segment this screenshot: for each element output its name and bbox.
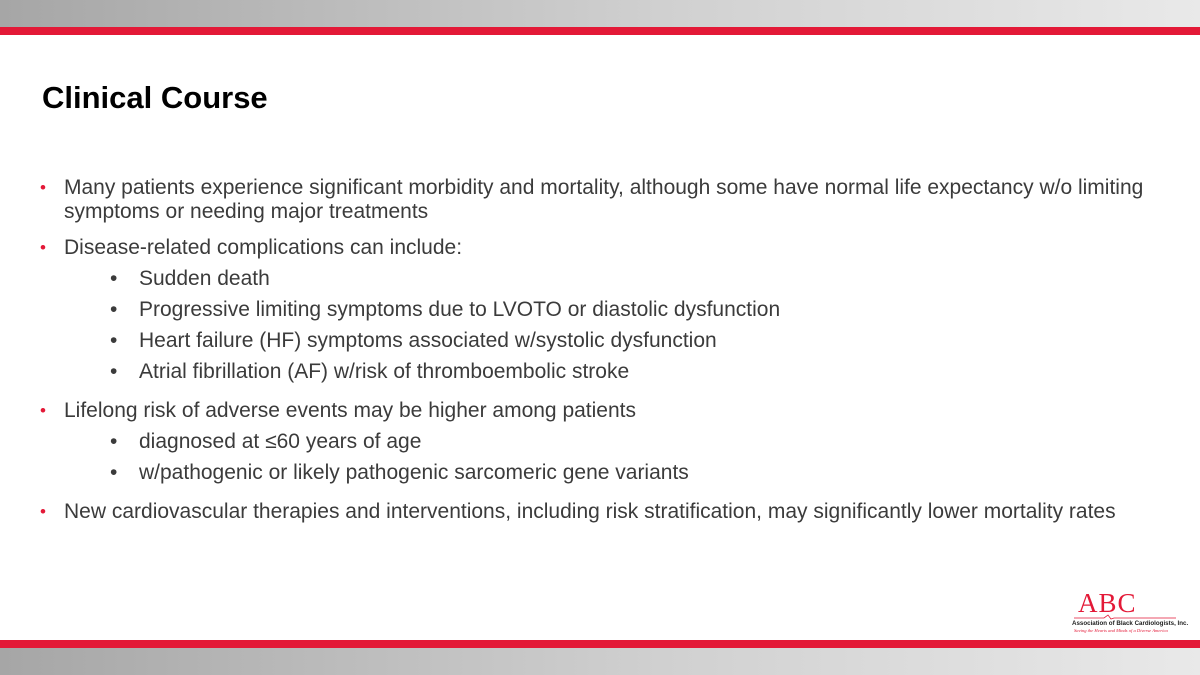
- bullet-dot: •: [40, 502, 46, 521]
- abc-logo: [1070, 588, 1189, 636]
- bullet-text: New cardiovascular therapies and interventions, including risk stratification, may significantly lower mortality rates: [64, 500, 1116, 523]
- bullet-item: [38, 500, 1163, 524]
- sub-bullet-item: • Heart failure (HF) symptoms associated w/systolic dysfunction: [110, 329, 717, 352]
- sub-bullet-text: Sudden death: [139, 267, 270, 290]
- bullet-text: Lifelong risk of adverse events may be higher among patients: [64, 399, 636, 422]
- bullet-item: [38, 399, 1163, 488]
- sub-bullet-text: w/pathogenic or likely pathogenic sarcomeric gene variants: [139, 461, 689, 484]
- sub-bullet-text: Atrial fibrillation (AF) w/risk of thromboembolic stroke: [139, 360, 630, 383]
- logo-mark: ABC: [1078, 588, 1137, 618]
- sub-bullet-list: [64, 267, 1163, 384]
- logo-organization-name: Association of Black Cardiologists, Inc.: [1072, 620, 1189, 627]
- sub-bullet-text: Heart failure (HF) symptoms associated w/systolic dysfunction: [139, 329, 717, 352]
- bullet-item: [38, 176, 1163, 224]
- bullet-item: [38, 236, 1163, 387]
- sub-bullet-item: • Atrial fibrillation (AF) w/risk of thromboembolic stroke: [110, 360, 630, 383]
- top-gray-band: [0, 0, 1200, 27]
- sub-bullet-text: Progressive limiting symptoms due to LVOTO or diastolic dysfunction: [139, 298, 781, 321]
- bottom-gray-band: [0, 648, 1200, 675]
- sub-bullet-item: • Progressive limiting symptoms due to LVOTO or diastolic dysfunction: [110, 298, 781, 321]
- bullet-text: Many patients experience significant morbidity and mortality, although some have normal life expectancy w/o limiting symptoms or needing major treatments: [64, 176, 1144, 223]
- bullet-dot: •: [40, 178, 46, 197]
- sub-bullet-item: • Sudden death: [110, 267, 270, 290]
- logo-tagline: Saving the Hearts and Minds of a Diverse America: [1074, 628, 1168, 633]
- sub-bullet-list: [64, 430, 1163, 485]
- bullet-dot: •: [40, 401, 46, 420]
- sub-bullet-item: • diagnosed at ≤60 years of age: [110, 430, 422, 453]
- bullet-dot: •: [40, 238, 46, 257]
- sub-bullet-item: • w/pathogenic or likely pathogenic sarcomeric gene variants: [110, 461, 689, 484]
- top-red-stripe: [0, 27, 1200, 35]
- slide-title: Clinical Course: [42, 80, 268, 115]
- bottom-red-stripe: [0, 640, 1200, 648]
- bullet-text: Disease-related complications can include:: [64, 236, 463, 259]
- bullet-list: [38, 176, 1163, 536]
- sub-bullet-text: diagnosed at ≤60 years of age: [139, 430, 422, 453]
